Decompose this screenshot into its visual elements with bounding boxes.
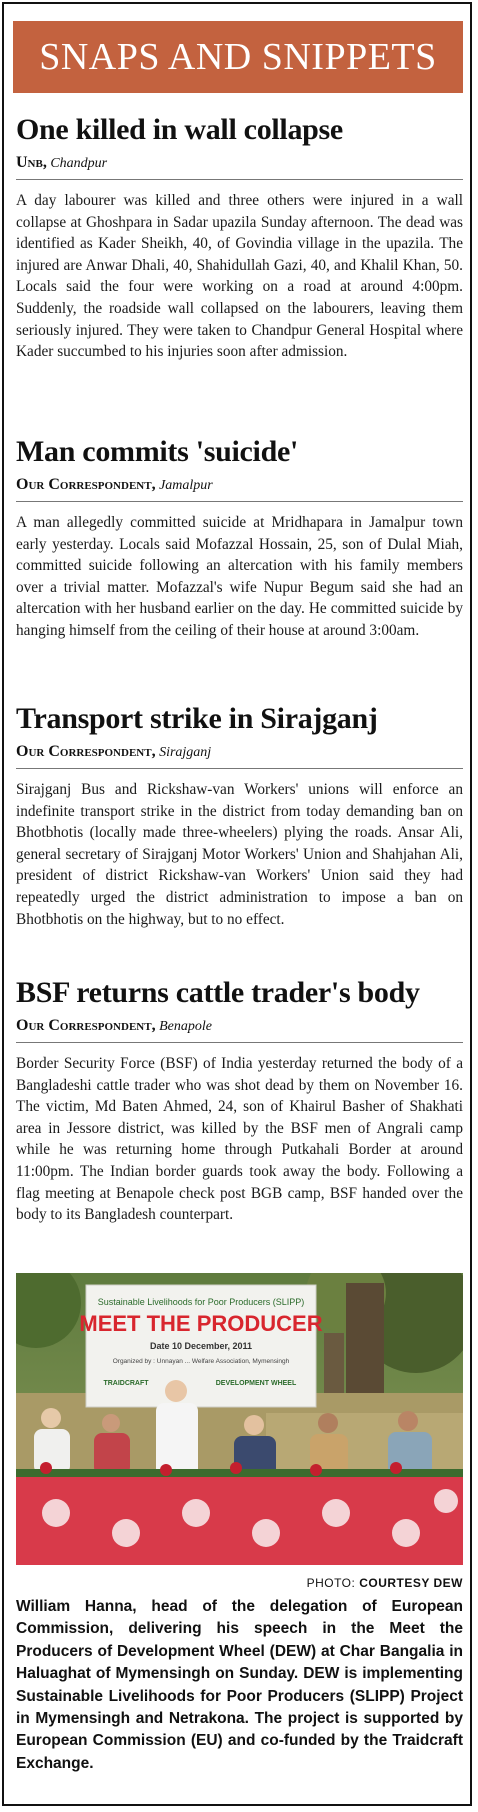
banner-title: MEET THE PRODUCER bbox=[79, 1311, 323, 1336]
banner-logo-text: TRAIDCRAFT bbox=[103, 1380, 149, 1387]
article-bsf-body bbox=[16, 975, 463, 1226]
byline-source: Our Correspondent, bbox=[16, 476, 156, 493]
banner-partner: DEVELOPMENT WHEEL bbox=[215, 1380, 297, 1387]
article-headline: BSF returns cattle trader's body bbox=[16, 976, 420, 1009]
article-wall-collapse bbox=[16, 112, 463, 363]
article-transport-strike bbox=[16, 701, 463, 930]
article-byline bbox=[16, 743, 463, 769]
article-body: A day labourer was killed and three others were injured in a wall collapse at Ghoshpara in Sadar upazila Sunday afternoon. The dead was identified as Kader Sheikh, 40, of Govindia village in the upazila. The injured are Anwar Dhali, 40, Shahidullah Gazi, 40, and Khalil Khan, 50. Locals said the four were working on a road at around 4:00pm. Suddenly, the roadside wall collapsed on the labourers, leaving them seriously injured. They were taken to Chandpur General Hospital where Kader succumbed to his injuries soon after admission. bbox=[16, 192, 463, 361]
article-byline bbox=[16, 154, 463, 180]
byline-source: Our Correspondent, bbox=[16, 1017, 156, 1034]
article-body: A man allegedly committed suicide at Mridhapara in Jamalpur town early yesterday. Locals said Mofazzal Hossain, 25, son of Dulal Miah, committed suicide following an altercation with his family members over a trivial matter. Mofazzal's wife Nupur Begum said she had an altercation with her husband earlier on the day. He committed suicide by hanging himself from the ceiling of their house at around 3:00am. bbox=[16, 514, 463, 639]
photo-credit-label: PHOTO: bbox=[306, 1576, 356, 1590]
byline-source: Our Correspondent, bbox=[16, 743, 156, 760]
banner-date: Date 10 December, 2011 bbox=[149, 1341, 253, 1351]
byline-location: Benapole bbox=[159, 1019, 212, 1034]
slipp-banner bbox=[79, 1285, 322, 1407]
photo-credit bbox=[16, 1576, 463, 1590]
article-suicide bbox=[16, 434, 463, 642]
byline-source: Unb, bbox=[16, 154, 47, 171]
section-header bbox=[13, 21, 463, 93]
article-body: Border Security Force (BSF) of India yesterday returned the body of a Bangladeshi cattle trader who was shot dead by them on November 16. The victim, Md Baten Ahmed, 24, son of Khairul Basher of Shakhati area in Jessore district, was killed by the BSF men of Angrali camp while he was returning home through Putkahali Border at around 11:00pm. The Indian border guards took away the body. Following a flag meeting at Benapole check post BGB camp, BSF handed over the body to its Bangladesh counterpart. bbox=[16, 1055, 463, 1224]
section-title: SNAPS AND SNIPPETS bbox=[39, 36, 437, 78]
news-photo bbox=[16, 1273, 463, 1565]
photo-credit-value: COURTESY DEW bbox=[359, 1576, 463, 1590]
photo-caption: William Hanna, head of the delegation of European Commission, delivering his speech in the Meet the Producers of Development Wheel (DEW) at Char Bangalia in Haluaghat of Mymensingh on Sunday. DEW is implementing Sustainable Livelihoods for Poor Producers (SLIPP) Project in Mymensingh and Netrakona. The project is supported by European Commission (EU) and co-funded by the Traidcraft Exchange. bbox=[16, 1598, 463, 1772]
banner-line1: Sustainable Livelihoods for Poor Producers (SLIPP) bbox=[97, 1297, 305, 1307]
table bbox=[16, 1462, 463, 1565]
article-headline: One killed in wall collapse bbox=[16, 113, 343, 146]
article-byline bbox=[16, 476, 463, 502]
byline-location: Sirajganj bbox=[159, 745, 212, 760]
article-byline bbox=[16, 1017, 463, 1043]
article-headline: Man commits 'suicide' bbox=[16, 435, 299, 468]
article-body: Sirajganj Bus and Rickshaw-van Workers' unions will enforce an indefinite transport strike in the district from today demanding ban on Bhotbhotis (locally made three-wheelers) plying the roads. Ansar Ali, general secretary of Sirajganj Motor Workers' Union and Shahjahan Ali, president of district Rickshaw-van Workers' Union said they had repeatedly urged the district administration to impose a ban on Bhotbhotis on the highway, but to no effect. bbox=[16, 781, 463, 928]
byline-location: Jamalpur bbox=[159, 478, 213, 493]
byline-location: Chandpur bbox=[50, 156, 108, 171]
article-headline: Transport strike in Sirajganj bbox=[16, 702, 378, 735]
banner-org: Organized by : Unnayan ... Welfare Association, Mymensingh bbox=[112, 1358, 290, 1365]
